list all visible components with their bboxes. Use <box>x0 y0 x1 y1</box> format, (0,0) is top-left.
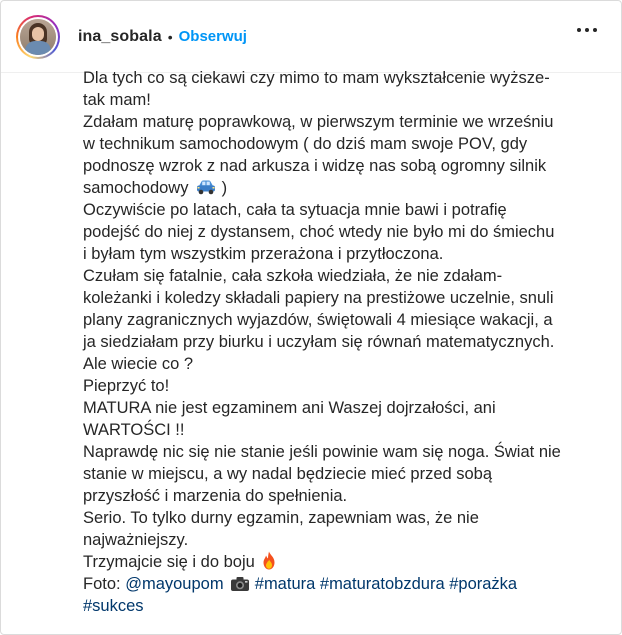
caption-line: najważniejszy. <box>83 531 189 549</box>
caption-line: podnoszę wzrok z nad arkusza i widzę nas sobą ogromny silnik <box>83 157 547 175</box>
camera-emoji-icon <box>230 576 250 598</box>
caption-line: tak mam! <box>83 91 151 109</box>
caption-text: ) <box>221 179 228 197</box>
caption-line: stanie w miejscu, a wy nadal będziecie mieć przed sobą <box>83 465 493 483</box>
more-horizontal-icon[interactable] <box>577 28 597 32</box>
caption-line: Dla tych co są ciekawi czy mimo to mam wykształcenie wyższe- <box>83 69 550 87</box>
separator-dot: • <box>167 28 173 45</box>
caption-line: Oczywiście po latach, cała ta sytuacja mnie bawi i potrafię <box>83 201 507 219</box>
caption-text: samochodowy <box>83 179 189 197</box>
caption-line: Naprawdę nic się nie stanie jeśli powinie wam się noga. Świat nie <box>83 443 561 461</box>
caption-line: w technikum samochodowym ( do dziś mam swoje POV, gdy <box>83 135 528 153</box>
caption-line: WARTOŚCI !! <box>83 421 185 439</box>
caption-line-credits <box>83 573 603 595</box>
caption-line: Ale wiecie co ? <box>83 355 194 373</box>
foto-label: Foto: <box>83 575 121 593</box>
hashtag-link[interactable]: #porażka <box>449 575 518 593</box>
follow-button[interactable]: Obserwuj <box>178 28 247 45</box>
username-link[interactable]: ina_sobala <box>78 27 162 45</box>
caption-text: Trzymajcie się i do boju <box>83 553 255 571</box>
hashtag-link[interactable]: #maturatobzdura <box>319 575 445 593</box>
caption-line: koleżanki i koledzy składali papiery na prestiżowe uczelnie, snuli <box>83 289 554 307</box>
caption-line-car <box>83 177 603 199</box>
avatar[interactable] <box>20 19 56 55</box>
caption-line: ja siedziałam przy biurku i uczyłam się równań matematycznych. <box>83 333 555 351</box>
mention-link[interactable]: @mayoupom <box>125 575 224 593</box>
post-caption <box>83 67 603 617</box>
caption-line: Pieprzyć to! <box>83 377 170 395</box>
caption-line: i byłam tym wszystkim przerażona i przytłoczona. <box>83 245 444 263</box>
hashtag-link[interactable]: #matura <box>254 575 316 593</box>
caption-line: Czułam się fatalnie, cała szkoła wiedziała, że nie zdałam- <box>83 267 503 285</box>
post-header <box>1 1 621 73</box>
caption-line: MATURA nie jest egzaminem ani Waszej dojrzałości, ani <box>83 399 496 417</box>
caption-line: Zdałam maturę poprawkową, w pierwszym terminie we wrześniu <box>83 113 554 131</box>
caption-line: przyszłość i marzenia do spełnienia. <box>83 487 348 505</box>
caption-line-fire <box>83 551 603 573</box>
caption-line-hashtags <box>83 595 603 617</box>
caption-line: plany zagranicznych wyjazdów, świętowali 4 miesiące wakacji, a <box>83 311 553 329</box>
hashtag-link[interactable]: #sukces <box>83 597 144 615</box>
story-ring[interactable] <box>16 15 60 59</box>
caption-line: Serio. To tylko durny egzamin, zapewniam was, że nie <box>83 509 479 527</box>
caption-line: podejść do niej z dystansem, choć wtedy nie było mi do śmiechu <box>83 223 555 241</box>
